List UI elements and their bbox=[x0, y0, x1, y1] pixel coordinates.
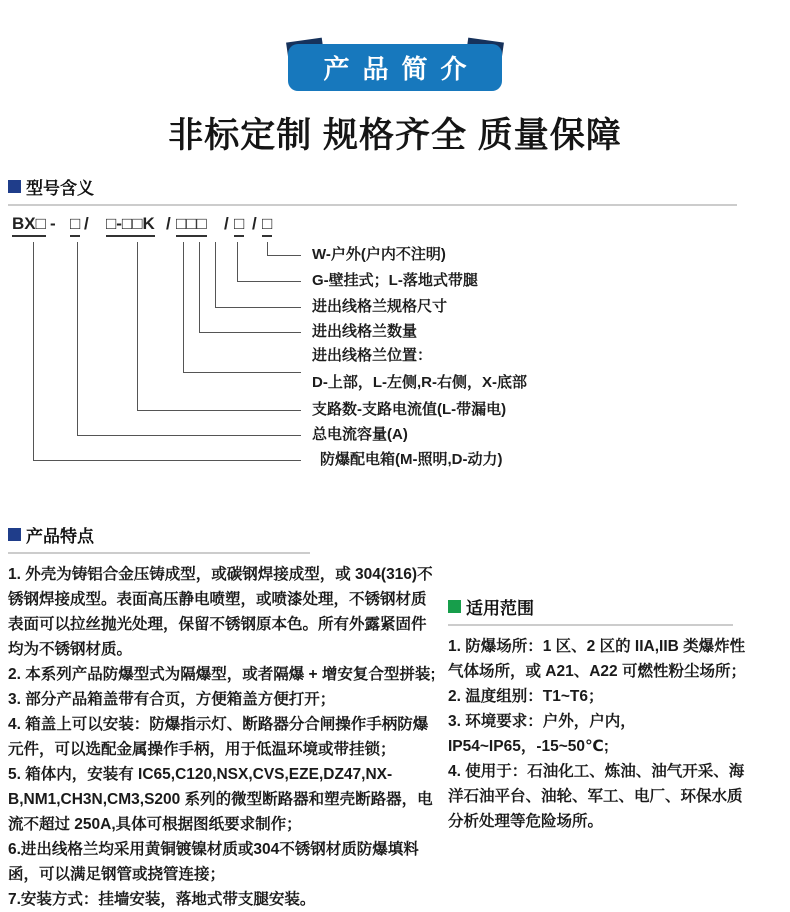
scope-list bbox=[448, 634, 746, 834]
model-label: 支路数-支路电流值(L-带漏电) bbox=[312, 401, 507, 418]
model-code-separator: / bbox=[224, 214, 229, 233]
model-diagram bbox=[8, 242, 782, 484]
scope-section-header bbox=[448, 594, 746, 619]
features-section-title: 产品特点 bbox=[26, 527, 94, 546]
model-label: 进出线格兰规格尺寸 bbox=[312, 298, 448, 315]
model-code-separator: / bbox=[252, 214, 257, 233]
model-code-part: □ bbox=[70, 214, 80, 237]
feature-item: 1. 外壳为铸铝合金压铸成型，或碳钢焊接成型，或 304(316)不锈钢焊接成型。表面高压静电喷塑，或喷漆处理，不锈钢材质表面可以拉丝抛光处理，保留不锈钢原本色。所有外露紧固件均为不锈钢材质。 bbox=[8, 566, 433, 658]
model-section-header bbox=[8, 174, 782, 199]
model-section-divider bbox=[8, 204, 737, 206]
features-section-divider bbox=[8, 552, 310, 554]
banner-plate bbox=[288, 44, 502, 91]
features-list bbox=[8, 562, 440, 912]
feature-item: 5. 箱体内，安装有 IC65,C120,NSX,CVS,EZE,DZ47,NX-B,NM1,CH3N,CM3,S200 系列的微型断路器和塑壳断路器，电流不超过 250A,具体可根据图纸要求制作； bbox=[8, 766, 433, 833]
feature-item: 7.安装方式：挂墙安装，落地式带支腿安装。 bbox=[8, 891, 316, 908]
banner bbox=[288, 44, 502, 92]
scope-item: 4. 使用于：石油化工、炼油、油气开采、海洋石油平台、油轮、军工、电厂、环保水质分析处理等危险场所。 bbox=[448, 763, 745, 830]
model-code-separator: - bbox=[50, 214, 56, 233]
model-code-part: BX□ bbox=[12, 214, 46, 237]
features-column bbox=[8, 506, 440, 912]
model-code-part: □ bbox=[234, 214, 244, 237]
scope-column bbox=[448, 506, 746, 912]
model-code-separator: / bbox=[84, 214, 89, 233]
square-bullet-icon bbox=[448, 600, 461, 613]
scope-item: 3. 环境要求：户外，户内，IP54~IP65，-15~50℃; bbox=[448, 713, 636, 755]
model-code-line bbox=[8, 214, 782, 240]
model-label: 总电流容量(A) bbox=[312, 426, 408, 443]
model-label: D-上部，L-左侧,R-右侧，X-底部 bbox=[312, 374, 527, 391]
feature-item: 3. 部分产品箱盖带有合页，方便箱盖方便打开； bbox=[8, 691, 336, 708]
feature-item: 4. 箱盖上可以安装：防爆指示灯、断路器分合闸操作手柄防爆元件，可以选配金属操作手柄，用于低温环境或带挂锁； bbox=[8, 716, 429, 758]
model-label: W-户外(户内不注明) bbox=[312, 246, 446, 263]
feature-item: 6.进出线格兰均采用黄铜镀镍材质或304不锈钢材质防爆填料函，可以满足钢管或挠管连接； bbox=[8, 841, 419, 883]
model-code-part: □ bbox=[262, 214, 272, 237]
square-bullet-icon bbox=[8, 180, 21, 193]
feature-item: 2. 本系列产品防爆型式为隔爆型，或者隔爆 + 增安复合型拼装; bbox=[8, 666, 436, 683]
scope-item: 1. 防爆场所：1 区、2 区的 IIA,IIB 类爆炸性气体场所，或 A21、A22 可燃性粉尘场所； bbox=[448, 638, 746, 680]
scope-item: 2. 温度组别：T1~T6； bbox=[448, 688, 604, 705]
scope-section-divider bbox=[448, 624, 733, 626]
page-headline: 非标定制 规格齐全 质量保障 bbox=[168, 116, 622, 155]
square-bullet-icon bbox=[8, 528, 21, 541]
model-connector bbox=[33, 242, 301, 461]
features-section-header bbox=[8, 522, 440, 547]
scope-section-title: 适用范围 bbox=[466, 599, 534, 618]
banner-title: 产品简介 bbox=[323, 54, 480, 84]
model-label: 防爆配电箱(M-照明,D-动力) bbox=[320, 451, 503, 468]
model-label: 进出线格兰数量 bbox=[312, 323, 418, 340]
model-code-separator: / bbox=[166, 214, 171, 233]
model-label: 进出线格兰位置： bbox=[312, 347, 433, 364]
model-code-part: □□□ bbox=[176, 214, 207, 237]
model-label: G-壁挂式；L-落地式带腿 bbox=[312, 272, 478, 289]
model-code-part: □-□□K bbox=[106, 214, 155, 237]
model-section-title: 型号含义 bbox=[26, 179, 94, 198]
